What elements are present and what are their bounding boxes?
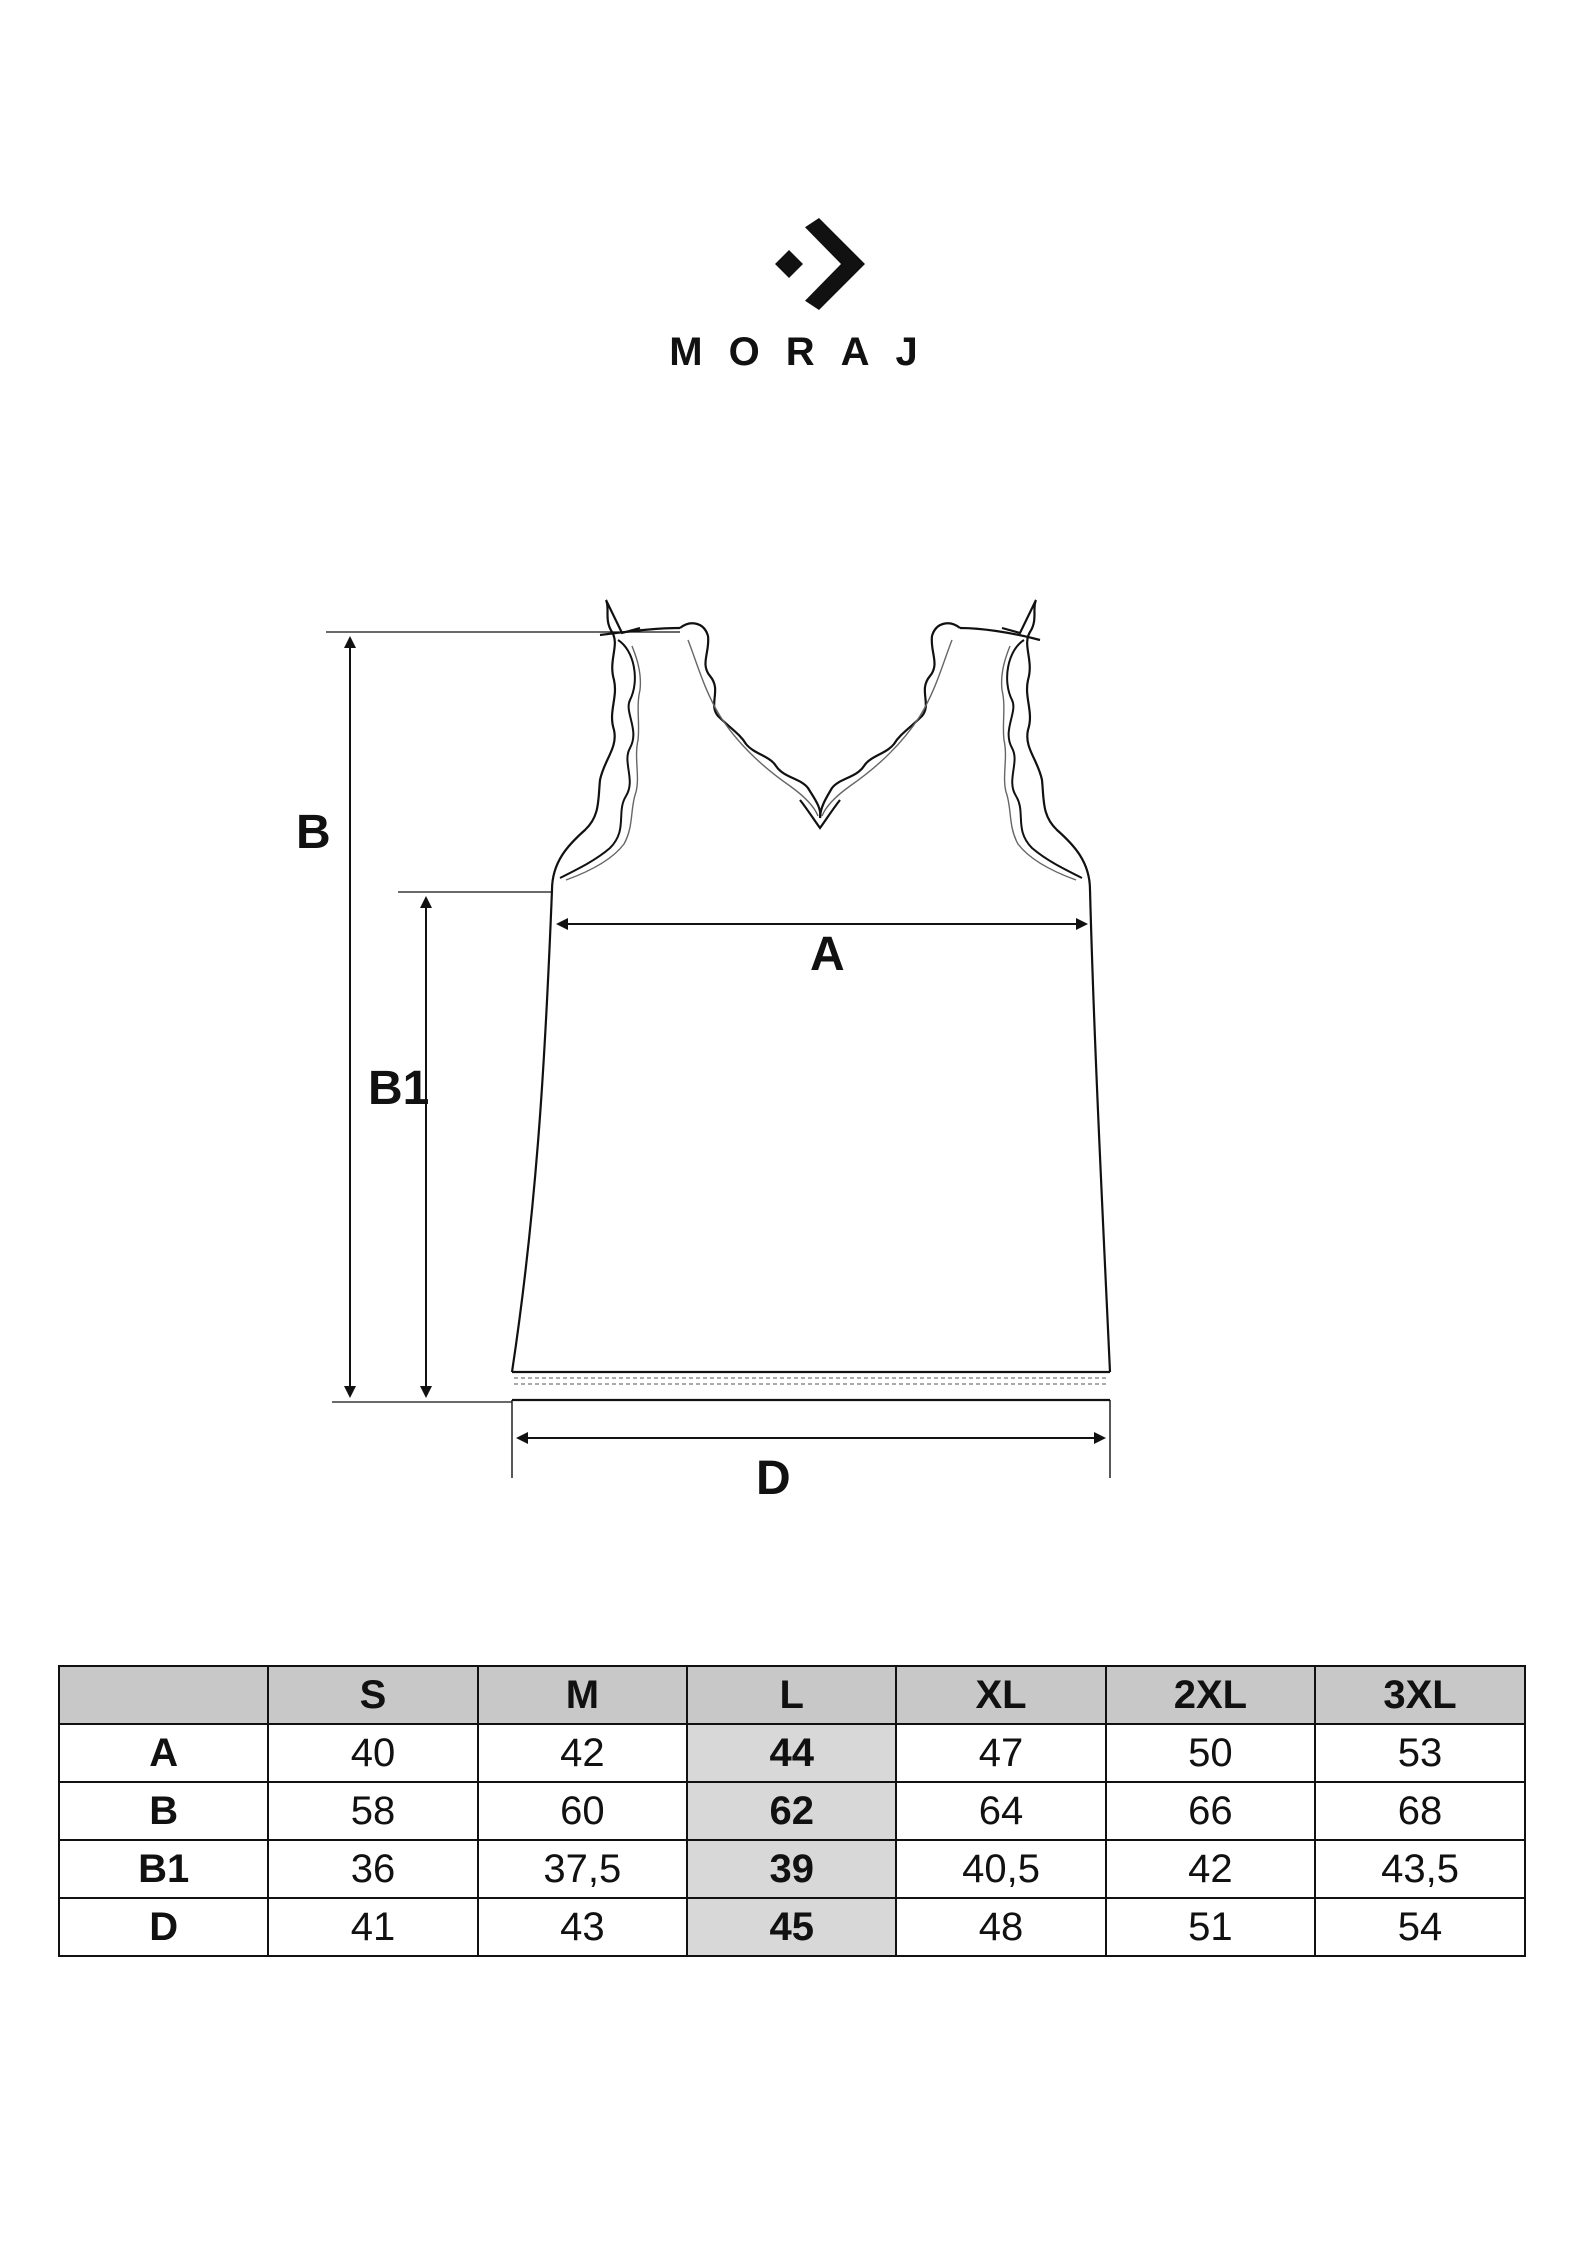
table-cell: 58 [268,1782,477,1840]
table-cell: 43,5 [1315,1840,1525,1898]
table-cell: 41 [268,1898,477,1956]
table-cell: 66 [1106,1782,1315,1840]
table-row [59,1782,1525,1840]
table-header-l: L [687,1666,896,1724]
table-cell: 37,5 [478,1840,687,1898]
table-row [59,1840,1525,1898]
tank-top-outline [512,600,1110,1400]
table-header-3xl: 3XL [1315,1666,1525,1724]
table-cell-highlighted: 44 [687,1724,896,1782]
table-cell: 50 [1106,1724,1315,1782]
row-label-b1: B1 [59,1840,268,1898]
table-cell: 53 [1315,1724,1525,1782]
dimension-label-b: B [296,806,331,859]
size-chart-table [58,1665,1526,1957]
row-label-d: D [59,1898,268,1956]
table-header-blank [59,1666,268,1724]
table-cell: 68 [1315,1782,1525,1840]
dimension-label-b1: B1 [368,1062,430,1115]
table-cell-highlighted: 62 [687,1782,896,1840]
dimension-d [512,1400,1110,1478]
table-cell: 43 [478,1898,687,1956]
table-header-m: M [478,1666,687,1724]
table-header-row [59,1666,1525,1724]
table-cell: 47 [896,1724,1105,1782]
table-cell: 42 [478,1724,687,1782]
table-header-xl: XL [896,1666,1105,1724]
table-header-s: S [268,1666,477,1724]
table-cell: 51 [1106,1898,1315,1956]
table-cell: 64 [896,1782,1105,1840]
dimension-b [326,632,680,1396]
row-label-a: A [59,1724,268,1782]
dimension-label-a: A [810,928,845,981]
table-row [59,1898,1525,1956]
table-cell: 40,5 [896,1840,1105,1898]
table-cell: 60 [478,1782,687,1840]
dimension-label-d: D [756,1452,791,1505]
table-cell: 48 [896,1898,1105,1956]
table-header-2xl: 2XL [1106,1666,1315,1724]
table-cell-highlighted: 39 [687,1840,896,1898]
table-cell: 54 [1315,1898,1525,1956]
table-cell: 36 [268,1840,477,1898]
table-row [59,1724,1525,1782]
table-cell: 40 [268,1724,477,1782]
table-cell: 42 [1106,1840,1315,1898]
table-cell-highlighted: 45 [687,1898,896,1956]
row-label-b: B [59,1782,268,1840]
brand-name: MORAJ [669,330,944,374]
